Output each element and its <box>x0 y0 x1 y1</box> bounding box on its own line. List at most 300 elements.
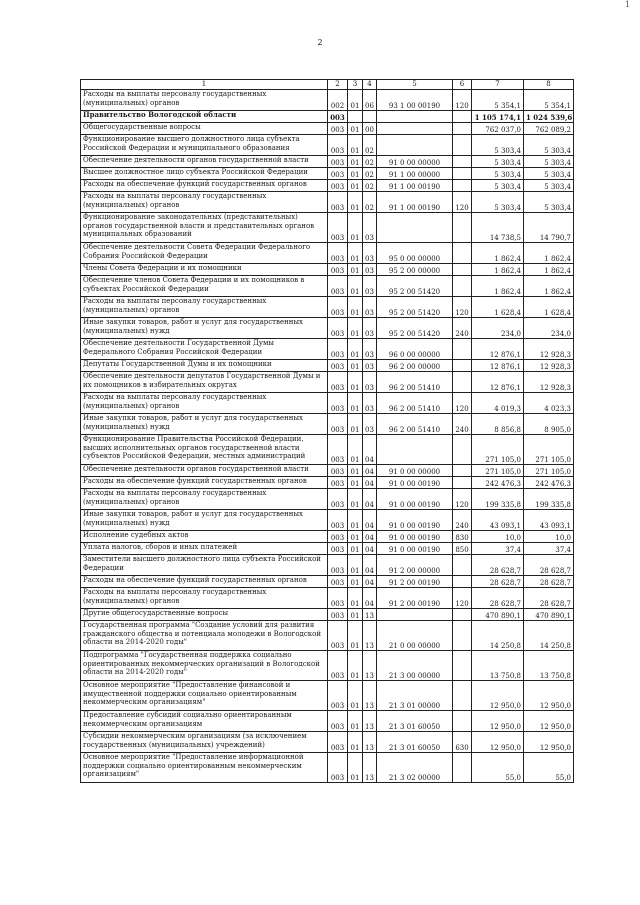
cell-amount-year2: 234,0 <box>524 318 574 339</box>
cell-section: 01 <box>348 435 363 465</box>
cell-amount-year1: 1 862,4 <box>472 264 524 276</box>
cell-subsection: 02 <box>363 180 377 192</box>
cell-admin-code: 003 <box>328 555 348 576</box>
cell-amount-year1: 12 950,0 <box>472 732 524 753</box>
table-row <box>81 360 574 372</box>
header-col-8: 8 <box>524 80 574 90</box>
cell-target-article <box>377 135 453 156</box>
cell-subsection: 04 <box>363 489 377 510</box>
cell-amount-year1: 1 862,4 <box>472 243 524 264</box>
cell-admin-code: 003 <box>328 621 348 651</box>
cell-expense-type: 630 <box>453 732 472 753</box>
cell-subsection: 04 <box>363 465 377 477</box>
cell-section: 01 <box>348 477 363 489</box>
cell-subsection: 13 <box>363 732 377 753</box>
table-row <box>81 651 574 681</box>
cell-target-article: 95 2 00 51420 <box>377 318 453 339</box>
header-row <box>81 80 574 90</box>
table-row <box>81 276 574 297</box>
table-row <box>81 732 574 753</box>
cell-name: Общегосударственные вопросы <box>81 123 328 135</box>
cell-name: Расходы на выплаты персоналу государственных (муниципальных) органов <box>81 90 328 111</box>
cell-admin-code: 003 <box>328 123 348 135</box>
cell-subsection: 00 <box>363 123 377 135</box>
cell-expense-type: 120 <box>453 588 472 609</box>
cell-subsection: 03 <box>363 318 377 339</box>
cell-admin-code: 002 <box>328 90 348 111</box>
table-row <box>81 543 574 555</box>
cell-name: Заместители высшего должностного лица субъекта Российской Федерации <box>81 555 328 576</box>
cell-admin-code: 003 <box>328 297 348 318</box>
cell-target-article: 91 1 00 00000 <box>377 168 453 180</box>
cell-expense-type <box>453 465 472 477</box>
cell-admin-code: 003 <box>328 609 348 621</box>
cell-admin-code: 003 <box>328 510 348 531</box>
cell-target-article: 96 0 00 00000 <box>377 339 453 360</box>
cell-subsection: 13 <box>363 681 377 711</box>
cell-target-article <box>377 435 453 465</box>
header-col-2: 2 <box>328 80 348 90</box>
cell-admin-code: 003 <box>328 681 348 711</box>
cell-amount-year1: 14 738,5 <box>472 213 524 243</box>
cell-expense-type <box>453 360 472 372</box>
cell-amount-year2: 5 354,1 <box>524 90 574 111</box>
cell-subsection: 04 <box>363 576 377 588</box>
cell-name: Предоставление субсидий социально ориентированным некоммерческим организациям <box>81 711 328 732</box>
cell-target-article: 91 2 00 00190 <box>377 576 453 588</box>
cell-amount-year1: 5 303,4 <box>472 135 524 156</box>
cell-amount-year1: 12 876,1 <box>472 372 524 393</box>
table-header <box>81 80 574 90</box>
cell-amount-year2: 43 093,1 <box>524 510 574 531</box>
header-col-4: 4 <box>363 80 377 90</box>
cell-section: 01 <box>348 531 363 543</box>
cell-target-article: 21 3 02 00000 <box>377 753 453 783</box>
cell-expense-type <box>453 681 472 711</box>
cell-amount-year2: 8 905,0 <box>524 414 574 435</box>
cell-admin-code: 003 <box>328 465 348 477</box>
cell-amount-year1: 5 303,4 <box>472 168 524 180</box>
cell-target-article: 21 0 00 00000 <box>377 621 453 651</box>
cell-subsection: 13 <box>363 609 377 621</box>
cell-section: 01 <box>348 588 363 609</box>
cell-amount-year2: 55,0 <box>524 753 574 783</box>
cell-expense-type <box>453 621 472 651</box>
cell-amount-year1: 43 093,1 <box>472 510 524 531</box>
cell-subsection: 04 <box>363 555 377 576</box>
cell-amount-year2: 1 862,4 <box>524 276 574 297</box>
cell-subsection: 03 <box>363 393 377 414</box>
cell-admin-code: 003 <box>328 711 348 732</box>
cell-section: 01 <box>348 156 363 168</box>
cell-target-article <box>377 111 453 123</box>
table-row <box>81 681 574 711</box>
cell-name: Расходы на выплаты персоналу государственных (муниципальных) органов <box>81 192 328 213</box>
header-col-6: 6 <box>453 80 472 90</box>
cell-section: 01 <box>348 543 363 555</box>
cell-name: Обеспечение деятельности Совета Федерации Федерального Собрания Российской Федерации <box>81 243 328 264</box>
cell-amount-year1: 470 890,1 <box>472 609 524 621</box>
table-row <box>81 168 574 180</box>
cell-subsection <box>363 111 377 123</box>
cell-subsection: 03 <box>363 297 377 318</box>
cell-subsection: 04 <box>363 543 377 555</box>
cell-amount-year2: 12 950,0 <box>524 732 574 753</box>
cell-section: 01 <box>348 621 363 651</box>
cell-expense-type: 120 <box>453 297 472 318</box>
cell-section: 01 <box>348 180 363 192</box>
cell-expense-type <box>453 711 472 732</box>
cell-name: Обеспечение деятельности органов государственной власти <box>81 156 328 168</box>
cell-amount-year2: 14 250,8 <box>524 621 574 651</box>
cell-amount-year1: 4 019,3 <box>472 393 524 414</box>
cell-amount-year2: 37,4 <box>524 543 574 555</box>
cell-amount-year2: 12 950,0 <box>524 711 574 732</box>
cell-section: 01 <box>348 264 363 276</box>
cell-amount-year2: 762 089,2 <box>524 123 574 135</box>
cell-subsection: 06 <box>363 90 377 111</box>
cell-subsection: 03 <box>363 243 377 264</box>
cell-section: 01 <box>348 651 363 681</box>
cell-subsection: 02 <box>363 168 377 180</box>
cell-target-article: 91 0 00 00000 <box>377 465 453 477</box>
cell-name: Другие общегосударственные вопросы <box>81 609 328 621</box>
cell-name: Расходы на выплаты персоналу государственных (муниципальных) органов <box>81 489 328 510</box>
cell-expense-type: 850 <box>453 543 472 555</box>
cell-amount-year1: 234,0 <box>472 318 524 339</box>
cell-subsection: 13 <box>363 711 377 732</box>
cell-admin-code: 003 <box>328 213 348 243</box>
cell-section: 01 <box>348 753 363 783</box>
table-row <box>81 135 574 156</box>
table-row <box>81 318 574 339</box>
cell-amount-year1: 5 303,4 <box>472 156 524 168</box>
cell-section: 01 <box>348 318 363 339</box>
cell-amount-year1: 12 950,0 <box>472 681 524 711</box>
cell-section: 01 <box>348 510 363 531</box>
table-row <box>81 609 574 621</box>
cell-section: 01 <box>348 90 363 111</box>
cell-amount-year2: 14 790,7 <box>524 213 574 243</box>
table-row <box>81 621 574 651</box>
cell-target-article <box>377 213 453 243</box>
cell-target-article: 91 0 00 00190 <box>377 543 453 555</box>
cell-subsection: 03 <box>363 213 377 243</box>
cell-expense-type <box>453 213 472 243</box>
cell-name: Субсидии некоммерческим организациям (за исключением государственных (муниципальных) учреждений) <box>81 732 328 753</box>
cell-name: Члены Совета Федерации и их помощники <box>81 264 328 276</box>
table-row <box>81 465 574 477</box>
cell-expense-type <box>453 264 472 276</box>
cell-subsection: 02 <box>363 156 377 168</box>
page-number: 2 <box>317 38 323 47</box>
table-row <box>81 753 574 783</box>
cell-expense-type <box>453 180 472 192</box>
cell-expense-type: 830 <box>453 531 472 543</box>
cell-subsection: 03 <box>363 276 377 297</box>
cell-name: Иные закупки товаров, работ и услуг для государственных (муниципальных) нужд <box>81 510 328 531</box>
cell-name: Функционирование законодательных (представительных) органов государственной власти и представительных органов муниципальных образований <box>81 213 328 243</box>
table-row <box>81 156 574 168</box>
cell-amount-year2: 13 750,8 <box>524 651 574 681</box>
cell-expense-type <box>453 168 472 180</box>
cell-section: 01 <box>348 732 363 753</box>
cell-admin-code: 003 <box>328 318 348 339</box>
cell-amount-year2: 5 303,4 <box>524 135 574 156</box>
cell-target-article: 21 3 01 60050 <box>377 711 453 732</box>
cell-admin-code: 003 <box>328 576 348 588</box>
cell-expense-type <box>453 576 472 588</box>
cell-expense-type <box>453 372 472 393</box>
cell-target-article: 96 2 00 51410 <box>377 414 453 435</box>
cell-amount-year2: 1 862,4 <box>524 264 574 276</box>
cell-admin-code: 003 <box>328 243 348 264</box>
cell-amount-year2: 4 023,3 <box>524 393 574 414</box>
cell-name: Обеспечение деятельности депутатов Государственной Думы и их помощников в избирательных округах <box>81 372 328 393</box>
cell-section: 01 <box>348 276 363 297</box>
cell-amount-year2: 12 928,3 <box>524 372 574 393</box>
cell-name: Основное мероприятие "Предоставление информационной поддержки социально ориентированным некоммерческим организациям" <box>81 753 328 783</box>
cell-amount-year2: 1 024 539,6 <box>524 111 574 123</box>
table-row <box>81 531 574 543</box>
cell-expense-type <box>453 156 472 168</box>
cell-name: Функционирование высшего должностного лица субъекта Российской Федерации и муниципального образования <box>81 135 328 156</box>
cell-amount-year1: 14 250,8 <box>472 621 524 651</box>
table-row <box>81 510 574 531</box>
cell-amount-year1: 762 037,0 <box>472 123 524 135</box>
header-col-3: 3 <box>348 80 363 90</box>
cell-target-article: 91 0 00 00190 <box>377 489 453 510</box>
cell-admin-code: 003 <box>328 414 348 435</box>
cell-target-article: 95 0 00 00000 <box>377 243 453 264</box>
cell-expense-type <box>453 276 472 297</box>
cell-target-article <box>377 609 453 621</box>
cell-expense-type: 240 <box>453 318 472 339</box>
cell-section: 01 <box>348 489 363 510</box>
corner-mark: 1 <box>624 0 630 9</box>
table-row <box>81 477 574 489</box>
cell-section: 01 <box>348 681 363 711</box>
cell-admin-code: 003 <box>328 135 348 156</box>
cell-target-article: 91 2 00 00000 <box>377 555 453 576</box>
cell-name: Расходы на обеспечение функций государственных органов <box>81 576 328 588</box>
cell-expense-type: 120 <box>453 90 472 111</box>
cell-target-article: 91 0 00 00190 <box>377 477 453 489</box>
cell-expense-type <box>453 435 472 465</box>
cell-subsection: 03 <box>363 264 377 276</box>
budget-table <box>80 79 574 783</box>
cell-amount-year1: 12 950,0 <box>472 711 524 732</box>
cell-section: 01 <box>348 192 363 213</box>
table-row <box>81 264 574 276</box>
header-col-5: 5 <box>377 80 453 90</box>
cell-target-article: 91 0 00 00190 <box>377 510 453 531</box>
cell-subsection: 03 <box>363 360 377 372</box>
cell-name: Расходы на выплаты персоналу государственных (муниципальных) органов <box>81 297 328 318</box>
cell-amount-year1: 242 476,3 <box>472 477 524 489</box>
cell-amount-year2: 28 628,7 <box>524 576 574 588</box>
cell-name: Функционирование Правительства Российской Федерации, высших исполнительных органов государственной власти субъектов Российской Федерации, местных администраций <box>81 435 328 465</box>
cell-expense-type: 120 <box>453 489 472 510</box>
cell-expense-type <box>453 123 472 135</box>
cell-amount-year1: 1 628,4 <box>472 297 524 318</box>
cell-subsection: 04 <box>363 435 377 465</box>
cell-subsection: 04 <box>363 588 377 609</box>
cell-name: Обеспечение членов Совета Федерации и их помощников в субъектах Российской Федерации <box>81 276 328 297</box>
cell-target-article <box>377 123 453 135</box>
cell-amount-year1: 5 354,1 <box>472 90 524 111</box>
cell-amount-year1: 28 628,7 <box>472 555 524 576</box>
cell-expense-type <box>453 609 472 621</box>
cell-target-article: 96 2 00 51410 <box>377 393 453 414</box>
cell-section: 01 <box>348 576 363 588</box>
table-row <box>81 555 574 576</box>
cell-expense-type <box>453 243 472 264</box>
table-row <box>81 297 574 318</box>
cell-admin-code: 003 <box>328 435 348 465</box>
cell-admin-code: 003 <box>328 651 348 681</box>
cell-admin-code: 003 <box>328 156 348 168</box>
cell-admin-code: 003 <box>328 372 348 393</box>
cell-amount-year1: 1 105 174,1 <box>472 111 524 123</box>
cell-expense-type: 120 <box>453 393 472 414</box>
cell-target-article: 91 1 00 00190 <box>377 192 453 213</box>
table-row <box>81 489 574 510</box>
cell-target-article: 93 1 00 00190 <box>377 90 453 111</box>
cell-name: Иные закупки товаров, работ и услуг для государственных (муниципальных) нужд <box>81 414 328 435</box>
cell-name: Расходы на выплаты персоналу государственных (муниципальных) органов <box>81 393 328 414</box>
cell-expense-type <box>453 135 472 156</box>
cell-amount-year1: 12 876,1 <box>472 339 524 360</box>
cell-expense-type <box>453 651 472 681</box>
cell-amount-year2: 470 890,1 <box>524 609 574 621</box>
cell-expense-type <box>453 111 472 123</box>
cell-admin-code: 003 <box>328 477 348 489</box>
cell-amount-year2: 12 950,0 <box>524 681 574 711</box>
cell-amount-year2: 28 628,7 <box>524 588 574 609</box>
table-row <box>81 123 574 135</box>
cell-amount-year2: 12 928,3 <box>524 339 574 360</box>
cell-target-article: 96 2 00 00000 <box>377 360 453 372</box>
cell-amount-year1: 55,0 <box>472 753 524 783</box>
cell-name: Основное мероприятие "Предоставление финансовой и имущественной поддержки социально ориентированным некоммерческим организациям" <box>81 681 328 711</box>
cell-section: 01 <box>348 711 363 732</box>
cell-section: 01 <box>348 168 363 180</box>
cell-expense-type <box>453 477 472 489</box>
cell-target-article: 91 0 00 00000 <box>377 156 453 168</box>
cell-section: 01 <box>348 360 363 372</box>
cell-target-article: 91 1 00 00190 <box>377 180 453 192</box>
cell-expense-type: 120 <box>453 192 472 213</box>
cell-amount-year2: 5 303,4 <box>524 168 574 180</box>
table-body <box>81 90 574 783</box>
table-row <box>81 414 574 435</box>
header-col-1: 1 <box>81 80 328 90</box>
cell-target-article: 21 3 00 00000 <box>377 651 453 681</box>
cell-name: Расходы на обеспечение функций государственных органов <box>81 477 328 489</box>
cell-amount-year1: 12 876,1 <box>472 360 524 372</box>
cell-expense-type <box>453 339 472 360</box>
cell-amount-year2: 5 303,4 <box>524 156 574 168</box>
cell-section: 01 <box>348 372 363 393</box>
cell-amount-year2: 199 335,8 <box>524 489 574 510</box>
table-row <box>81 393 574 414</box>
cell-amount-year2: 12 928,3 <box>524 360 574 372</box>
table-row <box>81 588 574 609</box>
cell-amount-year1: 13 750,8 <box>472 651 524 681</box>
cell-amount-year1: 10,0 <box>472 531 524 543</box>
cell-amount-year2: 5 303,4 <box>524 180 574 192</box>
table-row <box>81 111 574 123</box>
cell-subsection: 03 <box>363 339 377 360</box>
cell-admin-code: 003 <box>328 168 348 180</box>
cell-subsection: 04 <box>363 510 377 531</box>
cell-admin-code: 003 <box>328 732 348 753</box>
cell-amount-year1: 271 105,0 <box>472 465 524 477</box>
cell-admin-code: 003 <box>328 531 348 543</box>
cell-expense-type: 240 <box>453 510 472 531</box>
table-row <box>81 90 574 111</box>
cell-admin-code: 003 <box>328 753 348 783</box>
table-row <box>81 180 574 192</box>
cell-name: Обеспечение деятельности Государственной Думы Федерального Собрания Российской Федерации <box>81 339 328 360</box>
cell-admin-code: 003 <box>328 111 348 123</box>
table-row <box>81 711 574 732</box>
cell-admin-code: 003 <box>328 489 348 510</box>
cell-name: Уплата налогов, сборов и иных платежей <box>81 543 328 555</box>
cell-amount-year2: 242 476,3 <box>524 477 574 489</box>
cell-section: 01 <box>348 243 363 264</box>
table-row <box>81 192 574 213</box>
cell-name: Подпрограмма "Государственная поддержка социально ориентированных некоммерческих организаций в Вологодской области на 2014-2020 годы" <box>81 651 328 681</box>
table-row <box>81 435 574 465</box>
cell-section <box>348 111 363 123</box>
cell-admin-code: 003 <box>328 588 348 609</box>
cell-target-article: 95 2 00 00000 <box>377 264 453 276</box>
cell-admin-code: 003 <box>328 543 348 555</box>
table-row <box>81 576 574 588</box>
cell-name: Депутаты Государственной Думы и их помощники <box>81 360 328 372</box>
cell-target-article: 91 0 00 00190 <box>377 531 453 543</box>
cell-subsection: 13 <box>363 651 377 681</box>
cell-amount-year1: 5 303,4 <box>472 192 524 213</box>
cell-section: 01 <box>348 393 363 414</box>
cell-amount-year1: 8 856,8 <box>472 414 524 435</box>
cell-target-article: 21 3 01 00000 <box>377 681 453 711</box>
cell-name: Исполнение судебных актов <box>81 531 328 543</box>
cell-amount-year2: 271 105,0 <box>524 465 574 477</box>
cell-subsection: 04 <box>363 477 377 489</box>
cell-name: Обеспечение деятельности органов государственной власти <box>81 465 328 477</box>
cell-name: Правительство Вологодской области <box>81 111 328 123</box>
cell-expense-type <box>453 753 472 783</box>
cell-name: Высшее должностное лицо субъекта Российской Федерации <box>81 168 328 180</box>
cell-amount-year2: 5 303,4 <box>524 192 574 213</box>
cell-amount-year2: 271 105,0 <box>524 435 574 465</box>
table-row <box>81 213 574 243</box>
cell-admin-code: 003 <box>328 264 348 276</box>
table-row <box>81 372 574 393</box>
cell-expense-type: 240 <box>453 414 472 435</box>
cell-amount-year2: 1 862,4 <box>524 243 574 264</box>
cell-subsection: 02 <box>363 135 377 156</box>
cell-amount-year2: 1 628,4 <box>524 297 574 318</box>
table-row <box>81 243 574 264</box>
cell-amount-year2: 10,0 <box>524 531 574 543</box>
cell-expense-type <box>453 555 472 576</box>
cell-section: 01 <box>348 213 363 243</box>
cell-section: 01 <box>348 465 363 477</box>
